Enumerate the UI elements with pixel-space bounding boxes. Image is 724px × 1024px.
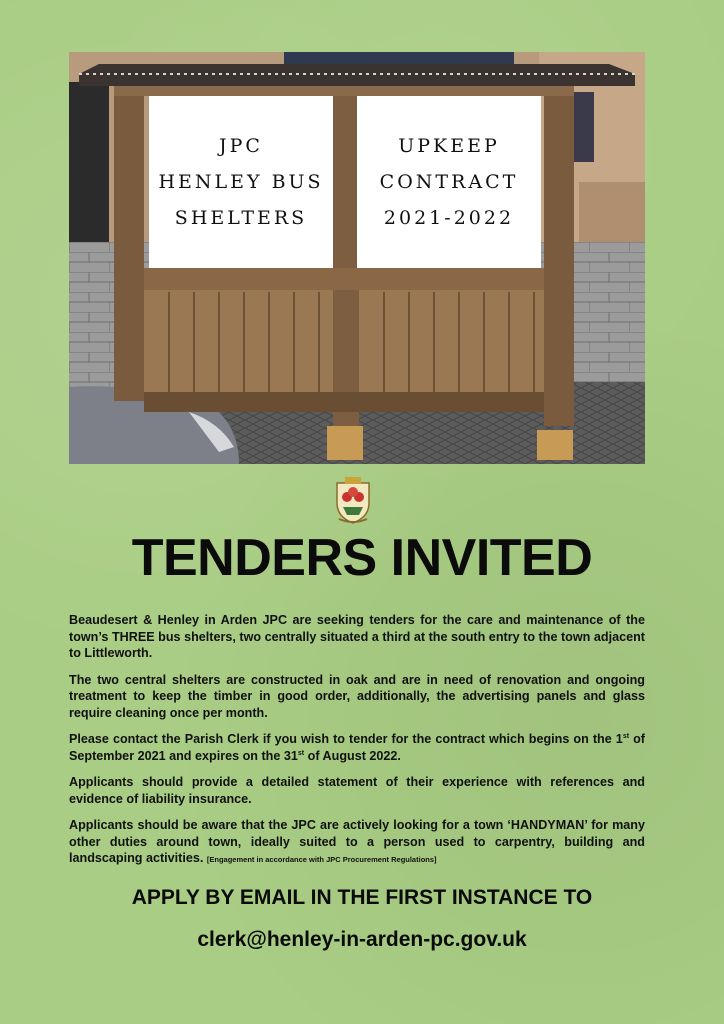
sign-right-line-2: CONTRACT (379, 171, 519, 193)
paragraph-3-c: of August 2022. (304, 748, 401, 763)
sign-panel-right (357, 96, 541, 268)
paragraph-3 (69, 731, 645, 764)
sign-left-line-1: JPC (219, 135, 263, 157)
paragraph-5 (69, 817, 645, 869)
parish-crest-icon (333, 477, 373, 525)
body-text (69, 612, 645, 879)
sign-right-line-1: UPKEEP (398, 135, 500, 157)
sign-right-line-3: 2021-2022 (383, 207, 515, 229)
procurement-note: [Engagement in accordance with JPC Procurement Regulations] (206, 855, 437, 864)
sign-left-line-2: HENLEY BUS (158, 171, 324, 193)
apply-instruction: APPLY BY EMAIL IN THE FIRST INSTANCE TO (131, 886, 593, 909)
paragraph-4: Applicants should provide a detailed statement of their experience with references and evidence of liability insurance. (69, 775, 645, 806)
paragraph-1: Beaudesert & Henley in Arden JPC are seeking tenders for the care and maintenance of the town’s THREE bus shelters, two centrally situated a third at the south entry to the town adjacent to Littleworth. (69, 613, 645, 660)
paragraph-3-b: of September 2021 and expires on the 31 (69, 732, 645, 763)
paragraph-3-sup-1: st (622, 732, 630, 740)
paragraph-3-a: Please contact the Parish Clerk if you wish to tender for the contract which begins on the 1 (69, 732, 623, 746)
paragraph-3-sup-2: st (297, 749, 305, 757)
paragraph-5-text: Applicants should be aware that the JPC are actively looking for a town ‘HANDYMAN’ for many other duties around town, ideally suited to a person used to carpentry, building and landscaping activities. (69, 818, 645, 865)
sign-left-line-3: SHELTERS (174, 207, 308, 229)
headline: TENDERS INVITED (131, 529, 593, 587)
bus-shelter-photo (69, 52, 645, 464)
paragraph-2: The two central shelters are constructed in oak and are in need of renovation and ongoing treatment to keep the timber in good order, additionally, the advertising panels and glass require cleaning once per month. (69, 672, 645, 720)
contact-email[interactable]: clerk@henley-in-arden-pc.gov.uk (197, 928, 527, 951)
sign-panel-left (149, 96, 333, 268)
